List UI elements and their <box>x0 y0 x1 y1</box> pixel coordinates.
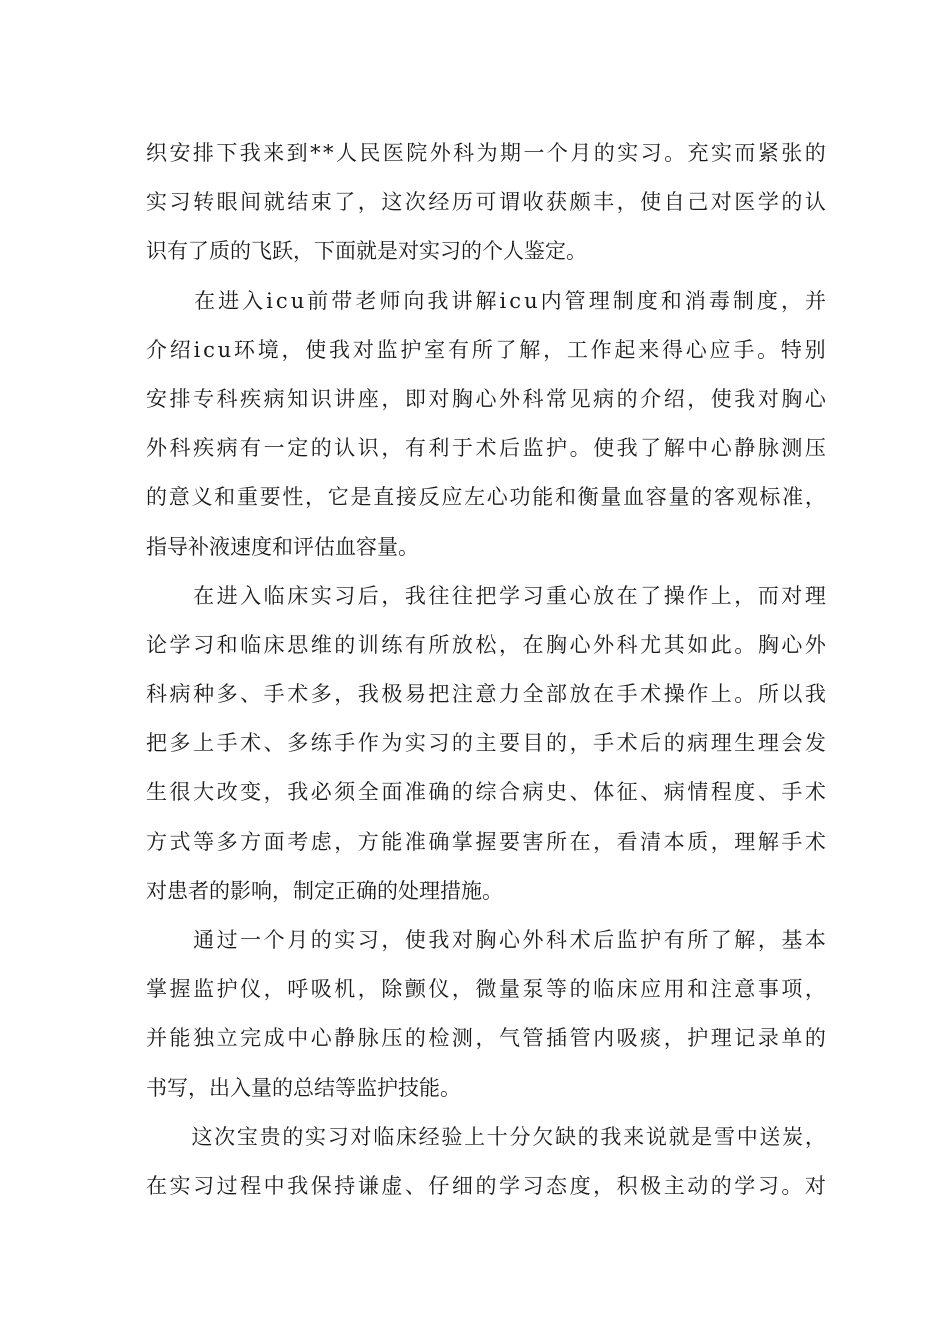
text-line: 外 科 疾 病 有 一 定 的 认 识 ， 有 利 于 术 后 监 护 。 使 我 了 解 中 心 静 脉 测 压 <box>146 436 826 461</box>
text-line: 掌 握 监 护 仪 ， 呼 吸 机 ， 除 颤 仪 ， 微 量 泵 等 的 临 床 应 用 和 注 意 事 项 ， <box>146 977 826 1002</box>
text-line: 安 排 专 科 疾 病 知 识 讲 座 ， 即 对 胸 心 外 科 常 见 病 的 介 绍 ， 使 我 对 胸 心 <box>146 386 826 411</box>
text-line: 在 实 习 过 程 中 我 保 持 谦 虚 、 仔 细 的 学 习 态 度 ， 积 极 主 动 的 学 习 。 对 <box>146 1173 826 1198</box>
text-line: 介 绍 i c u 环 境 ， 使 我 对 监 护 室 有 所 了 解 ， 工 作 起 来 得 心 应 手 。 特 别 <box>146 337 826 362</box>
text-line: 这 次 宝 贵 的 实 习 对 临 床 经 验 上 十 分 欠 缺 的 我 来 说 就 是 雪 中 送 炭 ， <box>191 1124 826 1149</box>
text-line: 生 很 大 改 变 ， 我 必 须 全 面 准 确 的 综 合 病 史 、 体 征 、 病 情 程 度 、 手 术 <box>146 780 826 805</box>
text-line: 通 过 一 个 月 的 实 习 ， 使 我 对 胸 心 外 科 术 后 监 护 有 所 了 解 ， 基 本 <box>193 928 826 952</box>
text-line: 科 病 种 多 、 手 术 多 ， 我 极 易 把 注 意 力 全 部 放 在 手 术 操 作 上 。 所 以 我 <box>146 682 826 707</box>
text-line: 书写，出入量的总结等监护技能。 <box>146 1075 461 1100</box>
text-line: 在 进 入 i c u 前 带 老 师 向 我 讲 解 i c u 内 管 理 制 度 和 消 毒 制 度 ， 并 <box>194 288 826 313</box>
text-line: 织 安 排 下 我 来 到 * * 人 民 医 院 外 科 为 期 一 个 月 的 实 习 。 充 实 而 紧 张 的 <box>146 141 826 165</box>
text-line: 在 进 入 临 床 实 习 后 ， 我 往 往 把 学 习 重 心 放 在 了 操 作 上 ， 而 对 理 <box>193 583 826 608</box>
text-line: 的 意 义 和 重 要 性 ， 它 是 直 接 反 应 左 心 功 能 和 衡 量 血 容 量 的 客 观 标 准 ， <box>146 485 826 510</box>
document-body <box>146 129 826 1211</box>
text-line: 并 能 独 立 完 成 中 心 静 脉 压 的 检 测 ， 气 管 插 管 内 吸 痰 ， 护 理 记 录 单 的 <box>146 1026 826 1051</box>
text-line: 论 学 习 和 临 床 思 维 的 训 练 有 所 放 松 ， 在 胸 心 外 科 尤 其 如 此 。 胸 心 外 <box>146 632 826 657</box>
text-line: 识有了质的飞跃，下面就是对实习的个人鉴定。 <box>146 239 587 264</box>
text-line: 对患者的影响，制定正确的处理措施。 <box>146 878 503 903</box>
text-line: 实 习 转 眼 间 就 结 束 了 ， 这 次 经 历 可 谓 收 获 颇 丰 ， 使 自 己 对 医 学 的 认 <box>146 190 826 215</box>
text-line: 方 式 等 多 方 面 考 虑 ， 方 能 准 确 掌 握 要 害 所 在 ， 看 清 本 质 ， 理 解 手 术 <box>146 829 826 854</box>
text-line: 把 多 上 手 术 、 多 练 手 作 为 实 习 的 主 要 目 的 ， 手 术 后 的 病 理 生 理 会 发 <box>146 731 826 756</box>
text-line: 指导补液速度和评估血容量。 <box>146 534 419 559</box>
